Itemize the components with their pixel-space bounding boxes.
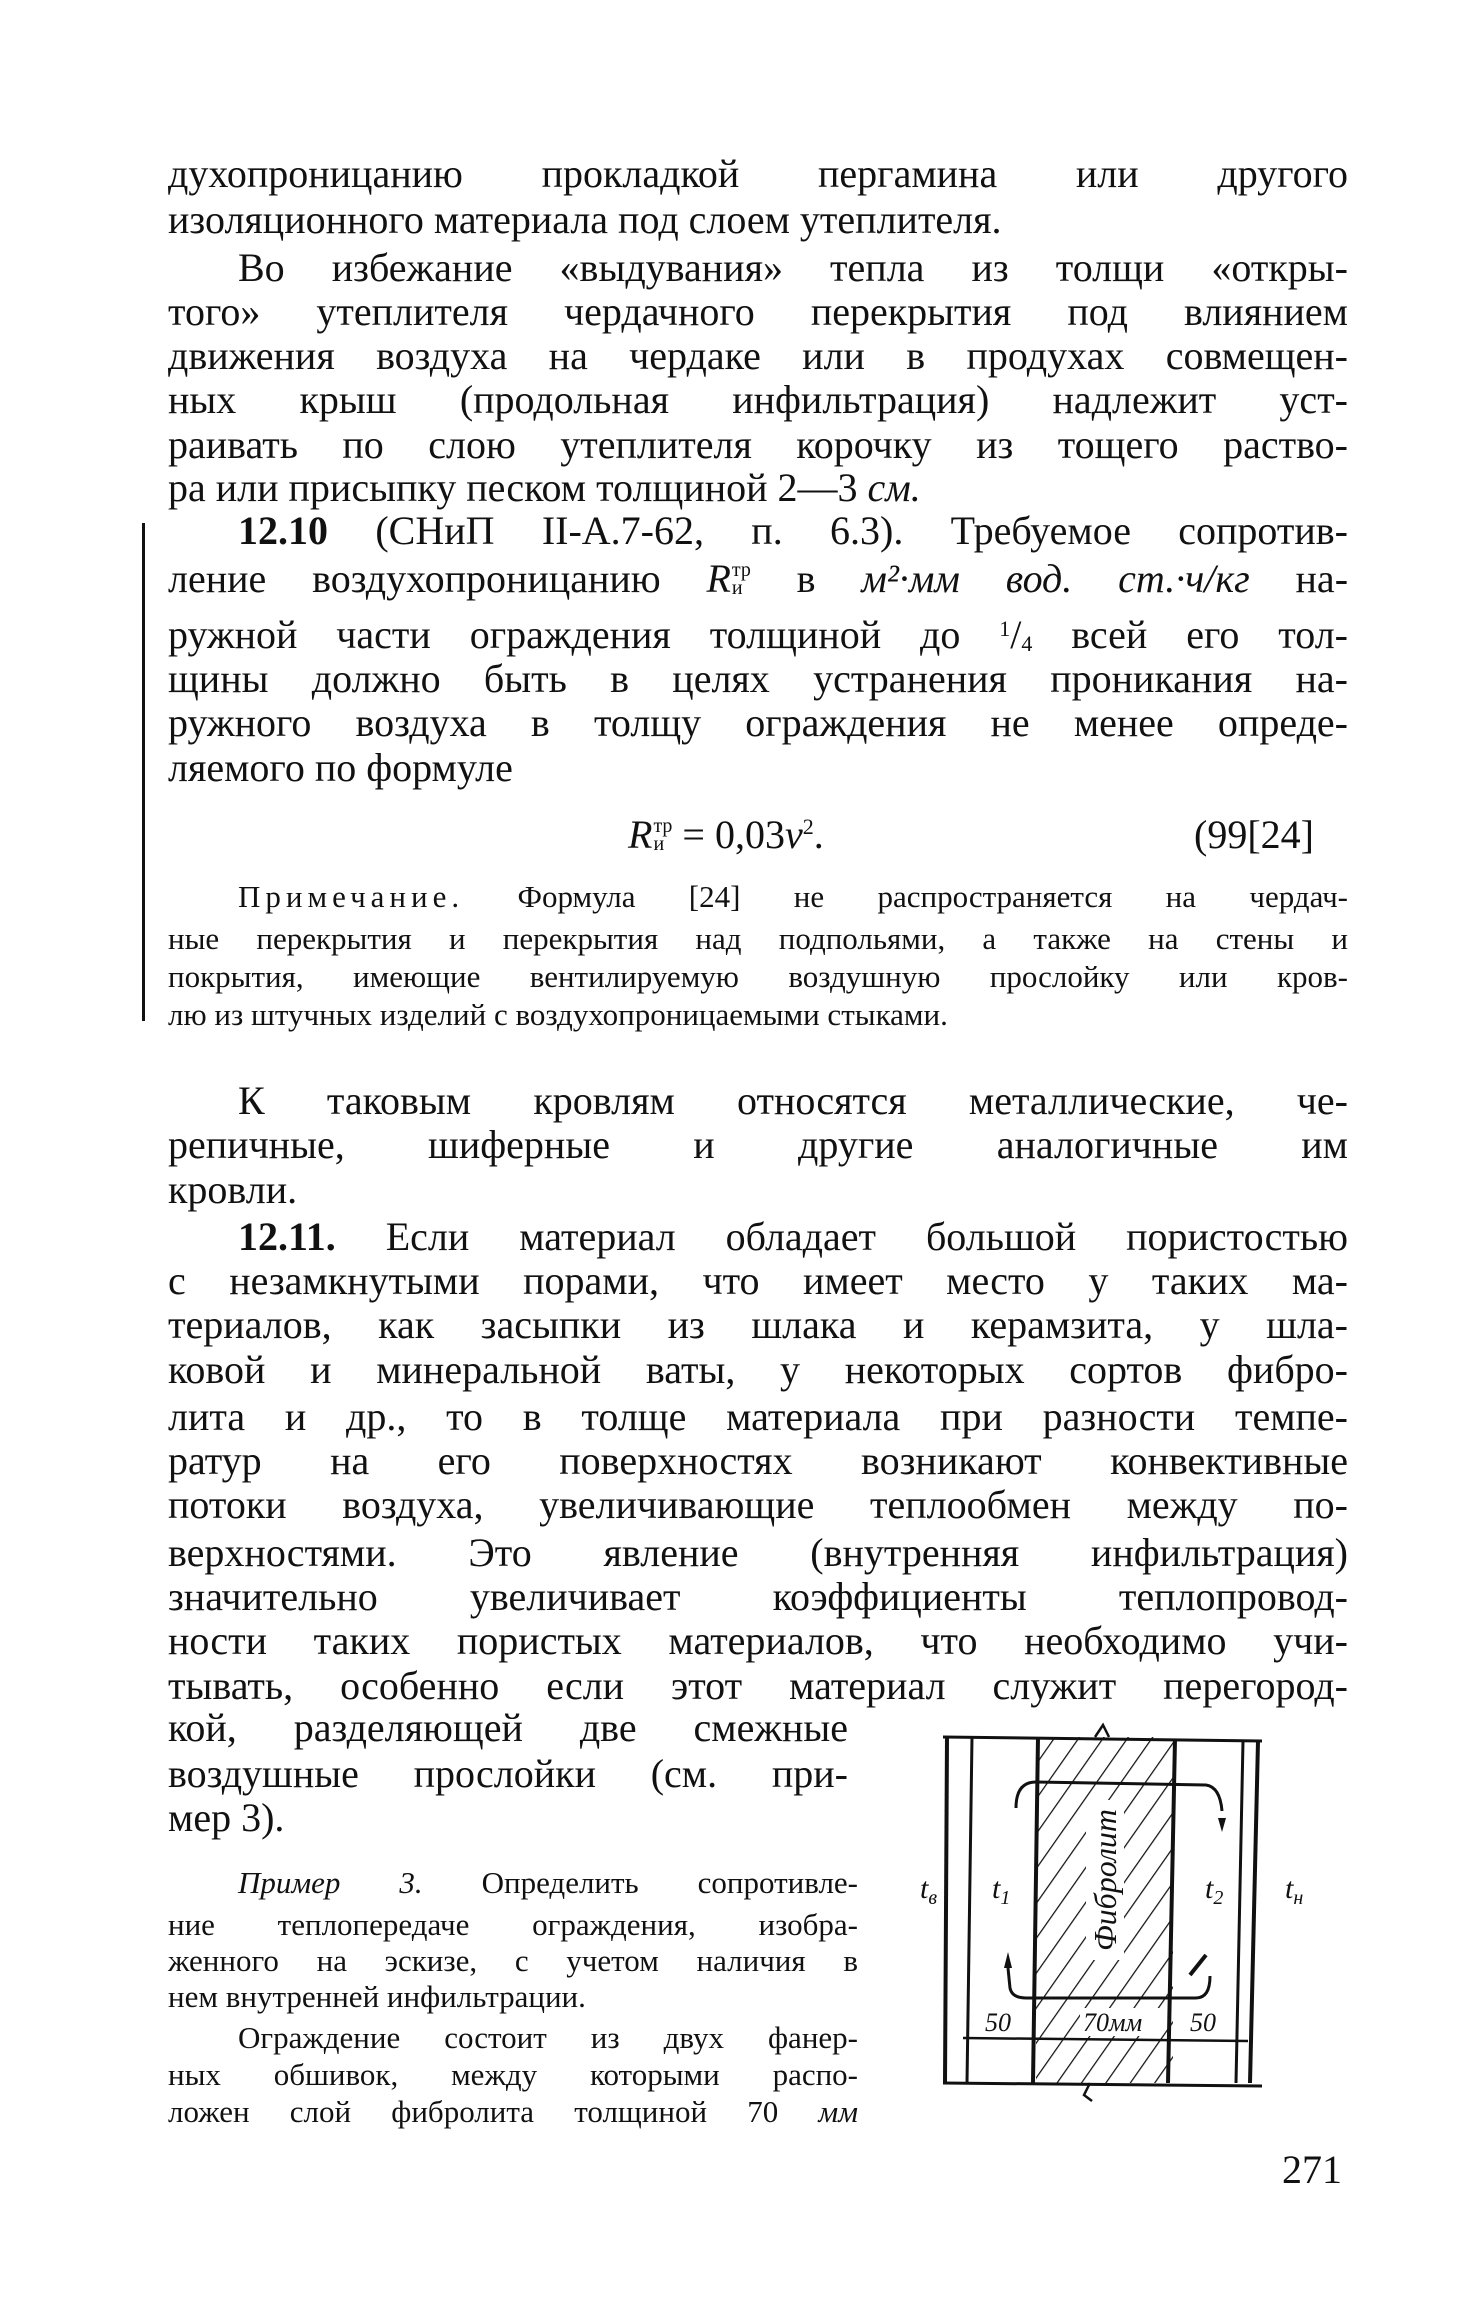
symbol: t [992,1872,1001,1905]
wall-section-diagram [900,1700,1320,2120]
label-t2 [1205,1872,1223,1909]
numerator: 1 [999,616,1011,641]
dimension-right: 50 [1190,2008,1216,2037]
label-t-outside [1285,1872,1303,1909]
symbol: R [628,812,653,857]
text-line: потоки воздуха, увеличивающие теплообмен между по- [168,1482,1348,1527]
text-line: ковой и минеральной ваты, у некоторых сортов фибро- [168,1347,1348,1392]
text: всей его тол- [1032,612,1348,657]
text: ление воздухопроницанию [168,556,707,601]
note-line: ные перекрытия и перекрытия над подпольями, а также на стены и [168,921,1348,956]
text-line: верхностями. Это явление (внутренняя инфильтрация) [168,1530,1348,1575]
formula [628,812,824,857]
section-12-11-heading-line [168,1214,1348,1259]
symbol: t [920,1872,929,1905]
text-line: Во избежание «выдувания» тепла из толщи «откры- [238,245,1348,290]
symbol-r-required [628,812,673,857]
note-line: лю из штучных изделий с воздухопроницаемыми стыками. [168,997,948,1032]
formula-number: (99[24] [1194,812,1314,857]
text-line: ратур на его поверхностях возникают конвективные [168,1438,1348,1483]
text-line: раивать по слою утеплителя корочку из тощего раство- [168,422,1348,467]
section-number: 12.11. [238,1214,336,1259]
section-number: 12.10 [238,508,328,553]
unit: см. [867,465,921,510]
text: (СНиП II-А.7-62, п. 6.3). Требуемое сопротив- [328,508,1348,553]
text-line: того» утеплителя чердачного перекрытия под влиянием [168,289,1348,334]
text-line: репичные, шиферные и другие аналогичные им [168,1122,1348,1167]
margin-bar [142,523,145,1021]
text-line: щины должно быть в целях устранения проникания на- [168,656,1348,701]
example-line: ных обшивок, между которыми распо- [168,2057,858,2092]
note-line: покрытия, имеющие вентилируемую воздушную прослойку или кров- [168,959,1348,994]
subscript: в [928,1887,938,1909]
example-line: ние теплопередаче ограждения, изобра- [168,1907,858,1942]
text-line: кой, разделяющей две смежные [168,1705,848,1750]
symbol: R [706,556,731,601]
text-line: ляемого по формуле [168,745,513,790]
text-line: мер 3). [168,1795,285,1840]
text-line: движения воздуха на чердаке или в продухах совмещен- [168,333,1348,378]
note-line [168,880,1348,914]
unit: мм [818,2094,858,2129]
text-line: кровли. [168,1167,298,1212]
example-line: нем внутренней инфильтрации. [168,1979,586,2014]
label-t1 [992,1872,1010,1909]
label-t-inside [920,1872,937,1909]
symbol: t [1285,1872,1294,1905]
subscript: 1 [1000,1887,1011,1909]
text: на- [1249,556,1349,601]
text-line [168,556,1349,601]
text-line: изоляционного материала под слоем утеплителя. [168,197,1002,242]
text-line [168,465,1348,510]
text: в [750,556,862,601]
text: ра или присыпку песком толщиной 2—3 [168,465,868,510]
subscript: н [1293,1887,1304,1909]
superscript: тр [731,559,751,581]
text: Определить сопротивле- [422,1865,858,1900]
text-line: значительно увеличивает коэффициенты теплопровод- [168,1574,1348,1619]
subscript: 2 [1213,1887,1224,1909]
index-stack [732,561,751,597]
units: м²·мм вод. ст.·ч/кг [861,556,1250,601]
exponent: 2 [802,814,814,839]
symbol-r-required [706,556,751,601]
page-number: 271 [1282,2147,1342,2192]
text: . [813,812,824,857]
text-line: лита и др., то в толще материала при разности темпе- [168,1394,1348,1439]
subscript: и [653,833,665,855]
example-line [168,1866,858,1900]
text: Если материал обладает большой пористостью [335,1214,1348,1259]
dimension-middle: 70мм [1083,2008,1143,2037]
text-line: с незамкнутыми порами, что имеет место у таких ма- [168,1258,1348,1303]
text: ружной части ограждения толщиной до [168,612,1000,657]
text-line: ружного воздуха в толщу ограждения не менее опреде- [168,700,1348,745]
label-fibrolite: Фибролит [1087,1808,1123,1952]
index-stack [653,817,672,853]
dimension-left: 50 [985,2008,1011,2037]
example-line [168,2095,858,2129]
denominator: 4 [1021,631,1033,656]
note-label: Примечание. [238,879,465,914]
text-line: ности таких пористых материалов, что необходимо учи- [168,1618,1348,1663]
section-12-10-heading-line [168,508,1348,553]
text-line: териалов, как засыпки из шлака и керамзита, у шла- [168,1302,1348,1347]
text-line [168,612,1348,657]
text-line: К таковым кровлям относятся металлические, че- [238,1078,1348,1123]
text: = 0,03 [672,812,785,857]
superscript: тр [653,815,673,837]
example-line: женного на эскизе, с учетом наличия в [168,1943,858,1978]
text-line: ных крыш (продольная инфильтрация) надлежит уст- [168,377,1348,422]
text: ложен слой фибролита толщиной 70 [168,2094,819,2129]
text: Формула [24] не распространяется на чердач- [464,879,1348,914]
example-label: Пример 3. [238,1865,423,1900]
text-line: воздушные прослойки (см. при- [168,1751,848,1796]
variable: v [784,812,803,857]
text-line: тывать, особенно если этот материал служит перегород- [168,1663,1348,1708]
text-line: духопроницанию прокладкой пергамина или другого [168,151,1348,196]
example-line: Ограждение состоит из двух фанер- [238,2020,858,2055]
fraction: $^1/_4$ [999,612,1033,657]
subscript: и [731,577,743,599]
symbol: t [1205,1872,1214,1905]
